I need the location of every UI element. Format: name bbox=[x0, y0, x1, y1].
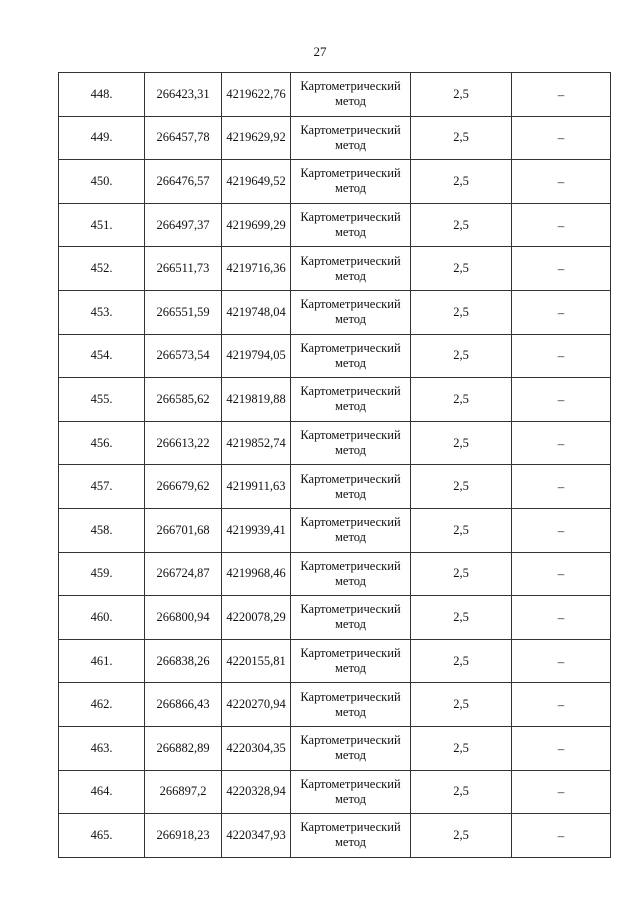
point-number-cell: 449. bbox=[59, 116, 145, 160]
method-cell bbox=[291, 334, 411, 378]
note-cell: – bbox=[512, 116, 611, 160]
point-number-cell: 450. bbox=[59, 160, 145, 204]
table-row bbox=[59, 203, 611, 247]
method-line-1: Картометрический bbox=[300, 558, 401, 573]
method-line-2: метод bbox=[334, 617, 366, 632]
point-number-cell: 453. bbox=[59, 290, 145, 334]
method-cell bbox=[291, 160, 411, 204]
method-line-1: Картометрический bbox=[300, 602, 401, 617]
method-cell bbox=[291, 814, 411, 858]
accuracy-cell: 2,5 bbox=[411, 596, 512, 640]
method-line-1: Картометрический bbox=[300, 384, 401, 399]
y-coordinate-cell: 4219911,63 bbox=[222, 465, 291, 509]
point-number-cell: 451. bbox=[59, 203, 145, 247]
y-coordinate-cell: 4219794,05 bbox=[222, 334, 291, 378]
point-number-cell: 459. bbox=[59, 552, 145, 596]
method-cell bbox=[291, 116, 411, 160]
accuracy-cell: 2,5 bbox=[411, 770, 512, 814]
note-cell: – bbox=[512, 465, 611, 509]
point-number-cell: 454. bbox=[59, 334, 145, 378]
table-row bbox=[59, 247, 611, 291]
accuracy-cell: 2,5 bbox=[411, 508, 512, 552]
method-cell bbox=[291, 73, 411, 117]
point-number-cell: 461. bbox=[59, 639, 145, 683]
y-coordinate-cell: 4219622,76 bbox=[222, 73, 291, 117]
method-line-2: метод bbox=[334, 399, 366, 414]
method-line-2: метод bbox=[334, 443, 366, 458]
method-line-2: метод bbox=[334, 791, 366, 806]
accuracy-cell: 2,5 bbox=[411, 73, 512, 117]
method-line-2: метод bbox=[334, 137, 366, 152]
table-row bbox=[59, 683, 611, 727]
method-line-2: метод bbox=[334, 355, 366, 370]
method-line-1: Картометрический bbox=[300, 733, 401, 748]
accuracy-cell: 2,5 bbox=[411, 290, 512, 334]
note-cell: – bbox=[512, 814, 611, 858]
method-line-1: Картометрический bbox=[300, 166, 401, 181]
method-cell bbox=[291, 508, 411, 552]
method-line-2: метод bbox=[334, 181, 366, 196]
table-row bbox=[59, 73, 611, 117]
x-coordinate-cell: 266724,87 bbox=[145, 552, 222, 596]
point-number-cell: 460. bbox=[59, 596, 145, 640]
x-coordinate-cell: 266882,89 bbox=[145, 726, 222, 770]
method-cell bbox=[291, 203, 411, 247]
x-coordinate-cell: 266551,59 bbox=[145, 290, 222, 334]
y-coordinate-cell: 4220328,94 bbox=[222, 770, 291, 814]
y-coordinate-cell: 4219939,41 bbox=[222, 508, 291, 552]
method-line-1: Картометрический bbox=[300, 820, 401, 835]
y-coordinate-cell: 4220078,29 bbox=[222, 596, 291, 640]
note-cell: – bbox=[512, 639, 611, 683]
table-row bbox=[59, 421, 611, 465]
x-coordinate-cell: 266585,62 bbox=[145, 378, 222, 422]
method-line-2: метод bbox=[334, 661, 366, 676]
table-row bbox=[59, 596, 611, 640]
method-line-2: метод bbox=[334, 268, 366, 283]
table-row bbox=[59, 639, 611, 683]
point-number-cell: 463. bbox=[59, 726, 145, 770]
point-number-cell: 456. bbox=[59, 421, 145, 465]
table-row bbox=[59, 160, 611, 204]
accuracy-cell: 2,5 bbox=[411, 639, 512, 683]
method-cell bbox=[291, 683, 411, 727]
y-coordinate-cell: 4219819,88 bbox=[222, 378, 291, 422]
table-row bbox=[59, 378, 611, 422]
method-cell bbox=[291, 247, 411, 291]
y-coordinate-cell: 4220304,35 bbox=[222, 726, 291, 770]
method-line-1: Картометрический bbox=[300, 122, 401, 137]
method-line-1: Картометрический bbox=[300, 689, 401, 704]
method-line-1: Картометрический bbox=[300, 297, 401, 312]
y-coordinate-cell: 4220347,93 bbox=[222, 814, 291, 858]
method-line-1: Картометрический bbox=[300, 646, 401, 661]
point-number-cell: 457. bbox=[59, 465, 145, 509]
method-line-1: Картометрический bbox=[300, 253, 401, 268]
table-row bbox=[59, 770, 611, 814]
accuracy-cell: 2,5 bbox=[411, 465, 512, 509]
x-coordinate-cell: 266679,62 bbox=[145, 465, 222, 509]
x-coordinate-cell: 266457,78 bbox=[145, 116, 222, 160]
accuracy-cell: 2,5 bbox=[411, 334, 512, 378]
method-cell bbox=[291, 421, 411, 465]
method-line-1: Картометрический bbox=[300, 776, 401, 791]
table-row bbox=[59, 290, 611, 334]
x-coordinate-cell: 266800,94 bbox=[145, 596, 222, 640]
table-row bbox=[59, 116, 611, 160]
method-line-2: метод bbox=[334, 94, 366, 109]
point-number-cell: 458. bbox=[59, 508, 145, 552]
method-cell bbox=[291, 639, 411, 683]
note-cell: – bbox=[512, 203, 611, 247]
y-coordinate-cell: 4219699,29 bbox=[222, 203, 291, 247]
method-cell bbox=[291, 378, 411, 422]
x-coordinate-cell: 266613,22 bbox=[145, 421, 222, 465]
table-row bbox=[59, 552, 611, 596]
table-row bbox=[59, 465, 611, 509]
method-cell bbox=[291, 552, 411, 596]
note-cell: – bbox=[512, 508, 611, 552]
method-cell bbox=[291, 465, 411, 509]
note-cell: – bbox=[512, 552, 611, 596]
x-coordinate-cell: 266838,26 bbox=[145, 639, 222, 683]
table-row bbox=[59, 334, 611, 378]
method-line-2: метод bbox=[334, 312, 366, 327]
note-cell: – bbox=[512, 378, 611, 422]
note-cell: – bbox=[512, 73, 611, 117]
table-row bbox=[59, 814, 611, 858]
method-line-2: метод bbox=[334, 530, 366, 545]
method-line-2: метод bbox=[334, 225, 366, 240]
method-cell bbox=[291, 596, 411, 640]
y-coordinate-cell: 4219629,92 bbox=[222, 116, 291, 160]
coordinates-table bbox=[58, 72, 611, 858]
table-row bbox=[59, 508, 611, 552]
table-body bbox=[59, 73, 611, 858]
y-coordinate-cell: 4219748,04 bbox=[222, 290, 291, 334]
point-number-cell: 455. bbox=[59, 378, 145, 422]
method-line-1: Картометрический bbox=[300, 471, 401, 486]
x-coordinate-cell: 266476,57 bbox=[145, 160, 222, 204]
point-number-cell: 448. bbox=[59, 73, 145, 117]
note-cell: – bbox=[512, 596, 611, 640]
accuracy-cell: 2,5 bbox=[411, 160, 512, 204]
x-coordinate-cell: 266701,68 bbox=[145, 508, 222, 552]
page-number: 27 bbox=[313, 44, 327, 59]
note-cell: – bbox=[512, 160, 611, 204]
point-number-cell: 465. bbox=[59, 814, 145, 858]
x-coordinate-cell: 266897,2 bbox=[145, 770, 222, 814]
y-coordinate-cell: 4219852,74 bbox=[222, 421, 291, 465]
method-line-1: Картометрический bbox=[300, 515, 401, 530]
accuracy-cell: 2,5 bbox=[411, 203, 512, 247]
method-line-1: Картометрический bbox=[300, 79, 401, 94]
note-cell: – bbox=[512, 290, 611, 334]
method-line-2: метод bbox=[334, 704, 366, 719]
y-coordinate-cell: 4219968,46 bbox=[222, 552, 291, 596]
note-cell: – bbox=[512, 421, 611, 465]
accuracy-cell: 2,5 bbox=[411, 552, 512, 596]
accuracy-cell: 2,5 bbox=[411, 683, 512, 727]
accuracy-cell: 2,5 bbox=[411, 247, 512, 291]
method-line-1: Картометрический bbox=[300, 428, 401, 443]
note-cell: – bbox=[512, 770, 611, 814]
method-cell bbox=[291, 290, 411, 334]
y-coordinate-cell: 4220270,94 bbox=[222, 683, 291, 727]
x-coordinate-cell: 266918,23 bbox=[145, 814, 222, 858]
point-number-cell: 464. bbox=[59, 770, 145, 814]
method-line-2: метод bbox=[334, 835, 366, 850]
note-cell: – bbox=[512, 247, 611, 291]
accuracy-cell: 2,5 bbox=[411, 378, 512, 422]
method-line-2: метод bbox=[334, 573, 366, 588]
x-coordinate-cell: 266497,37 bbox=[145, 203, 222, 247]
x-coordinate-cell: 266511,73 bbox=[145, 247, 222, 291]
accuracy-cell: 2,5 bbox=[411, 116, 512, 160]
method-line-2: метод bbox=[334, 748, 366, 763]
y-coordinate-cell: 4220155,81 bbox=[222, 639, 291, 683]
note-cell: – bbox=[512, 334, 611, 378]
y-coordinate-cell: 4219716,36 bbox=[222, 247, 291, 291]
accuracy-cell: 2,5 bbox=[411, 421, 512, 465]
note-cell: – bbox=[512, 683, 611, 727]
x-coordinate-cell: 266423,31 bbox=[145, 73, 222, 117]
point-number-cell: 462. bbox=[59, 683, 145, 727]
accuracy-cell: 2,5 bbox=[411, 726, 512, 770]
point-number-cell: 452. bbox=[59, 247, 145, 291]
table-row bbox=[59, 726, 611, 770]
accuracy-cell: 2,5 bbox=[411, 814, 512, 858]
y-coordinate-cell: 4219649,52 bbox=[222, 160, 291, 204]
method-line-2: метод bbox=[334, 486, 366, 501]
x-coordinate-cell: 266573,54 bbox=[145, 334, 222, 378]
method-line-1: Картометрический bbox=[300, 210, 401, 225]
note-cell: – bbox=[512, 726, 611, 770]
x-coordinate-cell: 266866,43 bbox=[145, 683, 222, 727]
method-cell bbox=[291, 770, 411, 814]
method-cell bbox=[291, 726, 411, 770]
method-line-1: Картометрический bbox=[300, 340, 401, 355]
